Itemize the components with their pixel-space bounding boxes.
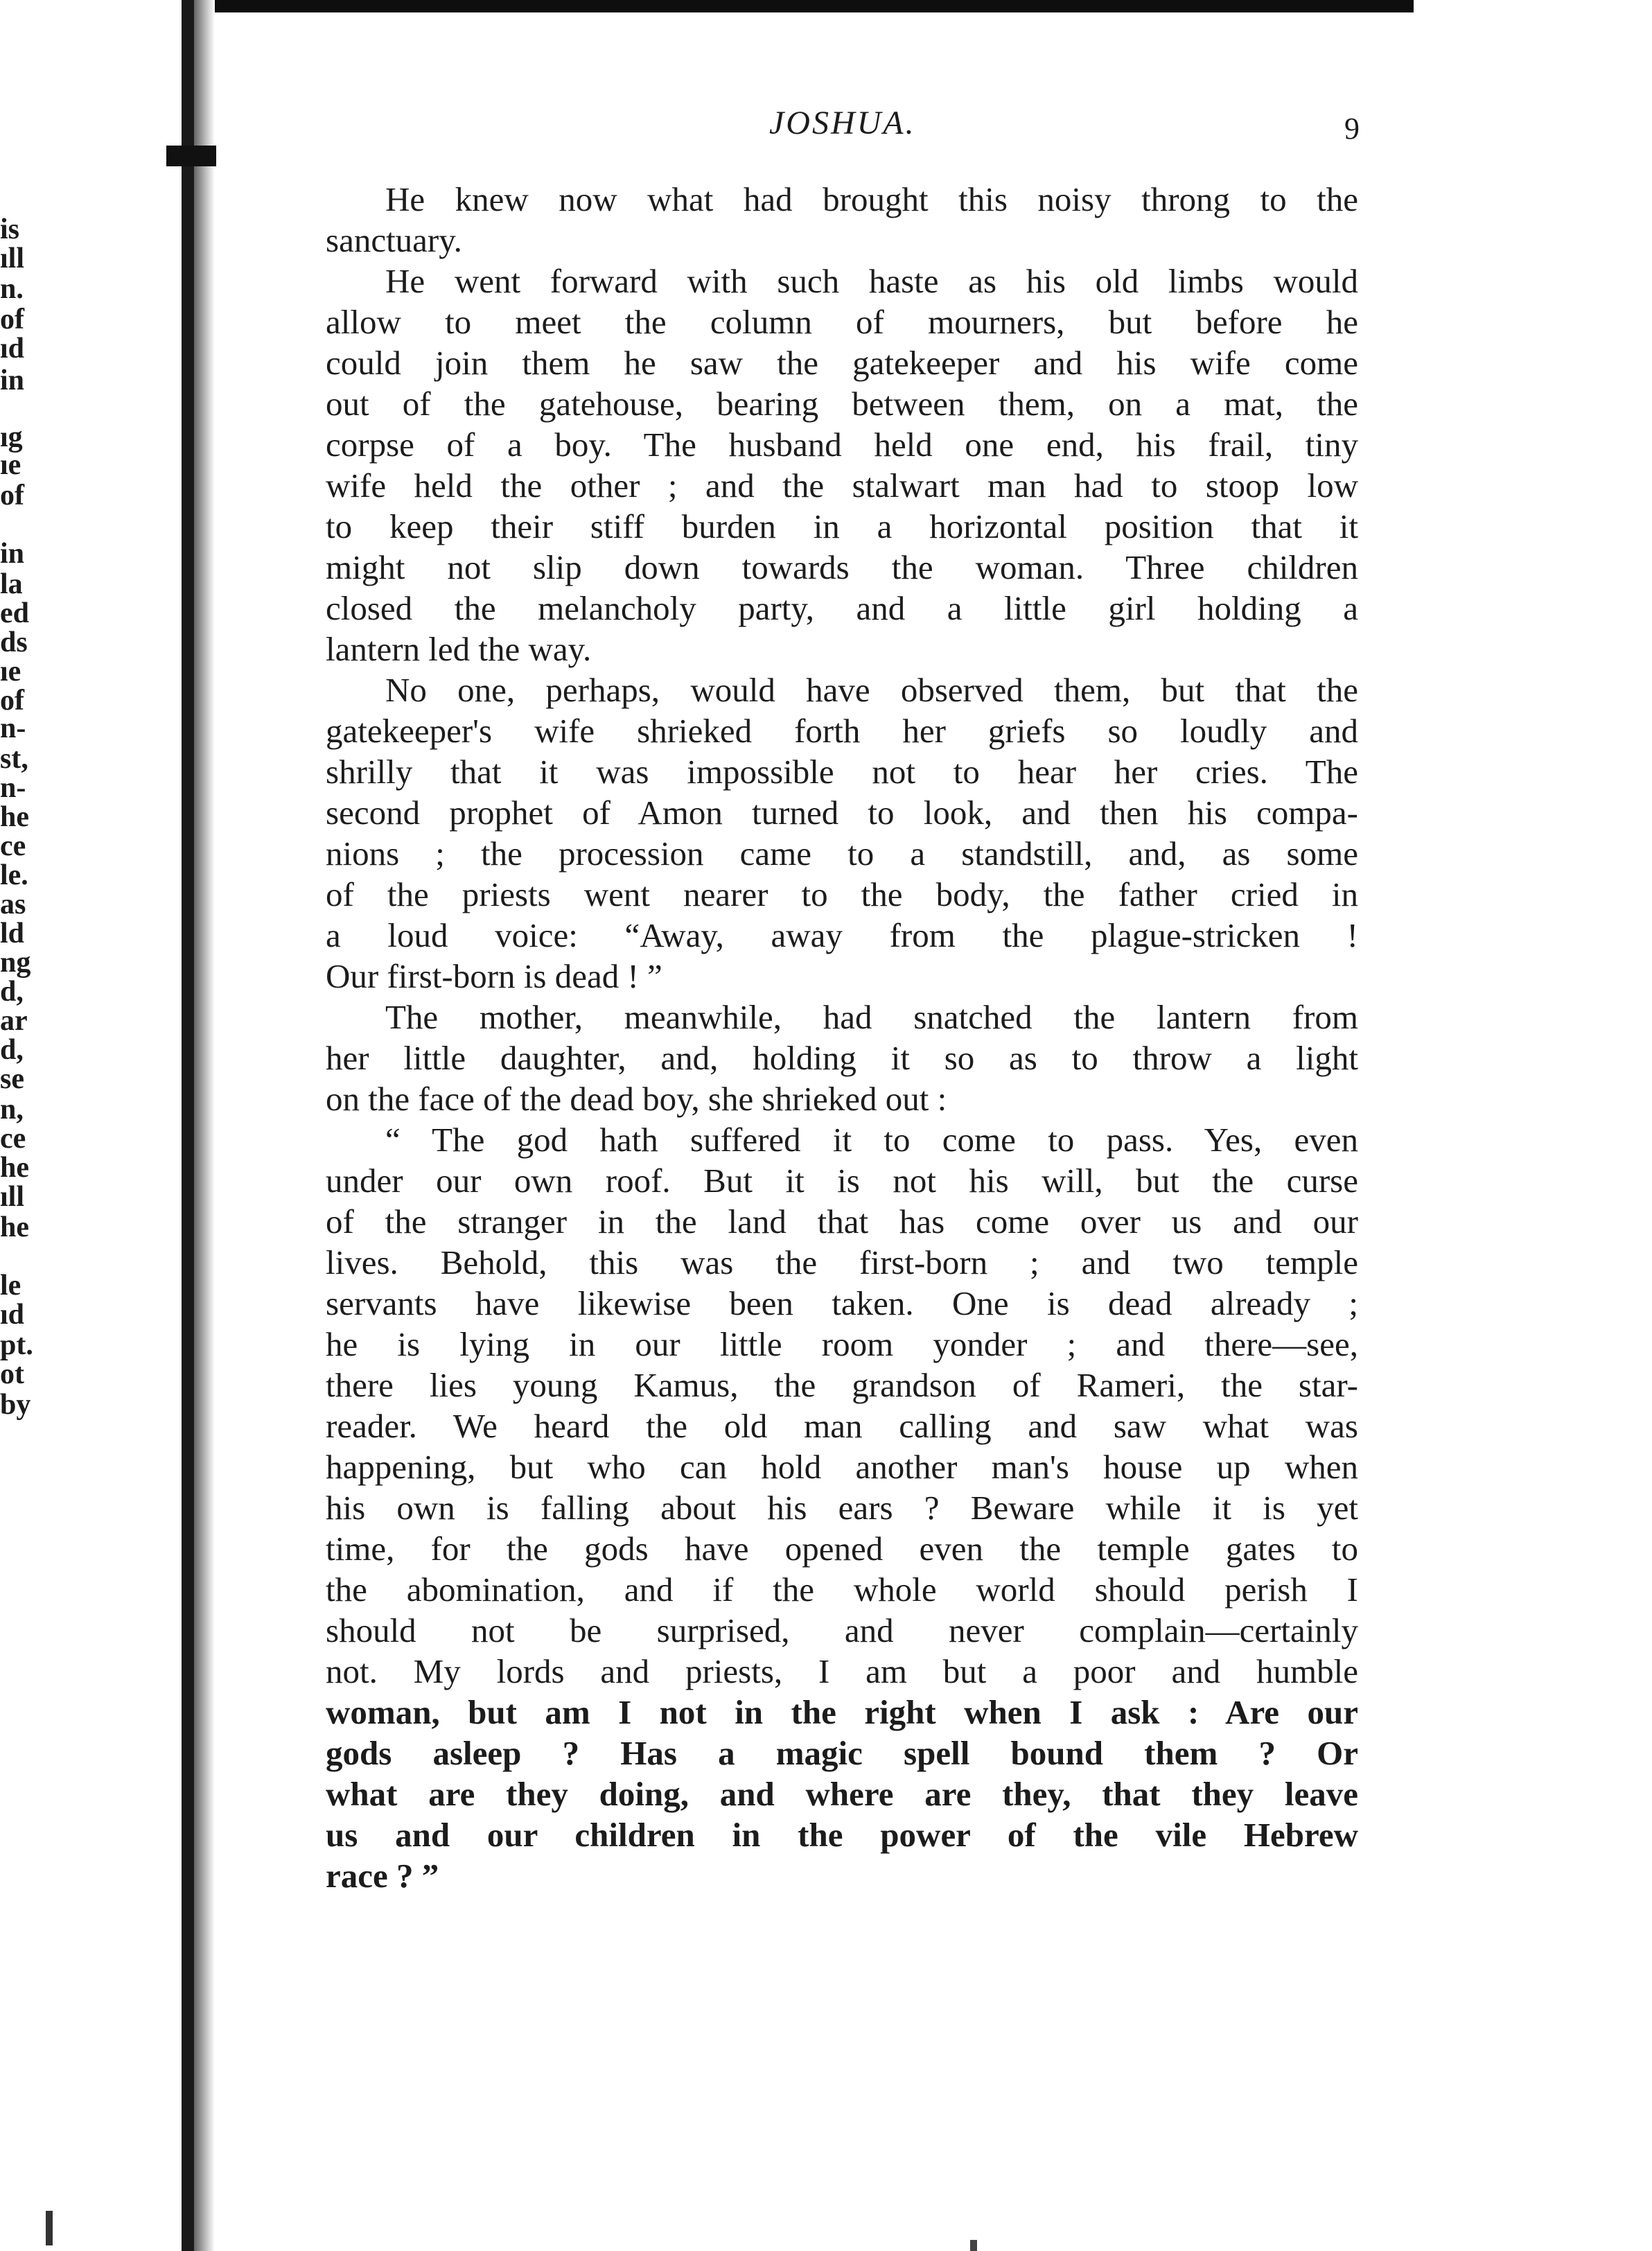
text-line: lantern led the way. xyxy=(326,630,592,668)
text-line: “ The god hath suffered it to come to pass. Yes, even xyxy=(385,1121,1358,1159)
scan-artifact xyxy=(46,2211,53,2245)
text-line: race ? ” xyxy=(326,1857,439,1895)
fragment-line: by xyxy=(0,1389,31,1421)
page-number: 9 xyxy=(1344,112,1360,146)
fragment-line: le xyxy=(0,1270,21,1302)
body-text xyxy=(326,179,1358,1896)
text-line: reader. We heard the old man calling and saw what was xyxy=(326,1407,1358,1445)
text-line: to keep their stiff burden in a horizontal position that it xyxy=(326,507,1358,545)
text-line: should not be surprised, and never complain—certainly xyxy=(326,1611,1358,1649)
fragment-line: ce xyxy=(0,1123,26,1155)
binding-mark xyxy=(166,146,216,166)
top-edge-shadow xyxy=(194,0,1414,12)
fragment-line: of xyxy=(0,685,24,717)
fragment-line: n- xyxy=(0,772,26,804)
fragment-line: n, xyxy=(0,1094,24,1126)
text-line: could join them he saw the gatekeeper and his wife come xyxy=(326,344,1358,382)
fragment-line: as xyxy=(0,888,26,920)
text-line: of the priests went nearer to the body, the father cried in xyxy=(326,875,1358,913)
text-line: nions ; the procession came to a standstill, and, as some xyxy=(326,834,1358,873)
text-line: his own is falling about his ears ? Beware while it is yet xyxy=(326,1489,1358,1527)
text-line: might not slip down towards the woman. Three children xyxy=(326,548,1358,586)
fragment-line: ıe xyxy=(0,449,21,481)
running-head: JOSHUA. xyxy=(769,105,916,141)
text-line: a loud voice: “Away, away from the plague-stricken ! xyxy=(326,916,1358,954)
paragraph xyxy=(326,997,1358,1119)
text-line: sanctuary. xyxy=(326,221,462,259)
fragment-line: le. xyxy=(0,859,28,891)
fragment-line: n- xyxy=(0,712,26,744)
fragment-line: in xyxy=(0,538,25,570)
text-line: lives. Behold, this was the first-born ; and two temple xyxy=(326,1243,1358,1281)
text-line: of the stranger in the land that has come over us and our xyxy=(326,1202,1358,1241)
fragment-line: ot xyxy=(0,1358,24,1390)
text-line: on the face of the dead boy, she shrieked out : xyxy=(326,1080,947,1118)
text-line: second prophet of Amon turned to look, and then his compa- xyxy=(326,794,1358,832)
fragment-line: of xyxy=(0,480,24,511)
fragment-line: ce xyxy=(0,830,26,862)
fragment-line: ld xyxy=(0,918,25,949)
text-line: gatekeeper's wife shrieked forth her griefs so loudly and xyxy=(326,712,1358,750)
text-line: what are they doing, and where are they, that they leave xyxy=(326,1775,1358,1813)
text-line: He knew now what had brought this noisy throng to the xyxy=(385,180,1358,218)
fragment-line: ar xyxy=(0,1005,28,1037)
fragment-line: pt. xyxy=(0,1329,33,1361)
fragment-line: ıll xyxy=(0,243,25,274)
text-line: He went forward with such haste as his old limbs would xyxy=(385,262,1358,300)
text-line: under our own roof. But it is not his will, but the curse xyxy=(326,1162,1358,1200)
fragment-line: d, xyxy=(0,976,24,1008)
fragment-line: he xyxy=(0,801,29,833)
fragment-line: ıd xyxy=(0,1299,25,1331)
text-line: out of the gatehouse, bearing between them, on a mat, the xyxy=(326,385,1358,423)
text-line: time, for the gods have opened even the temple gates to xyxy=(326,1530,1358,1568)
spine-gutter xyxy=(182,0,194,2251)
text-line: there lies young Kamus, the grandson of Rameri, the star- xyxy=(326,1366,1358,1404)
text-line: the abomination, and if the whole world should perish I xyxy=(326,1570,1358,1609)
paragraph xyxy=(326,261,1358,669)
fragment-line: ıd xyxy=(0,333,25,365)
text-line: us and our children in the power of the vile Hebrew xyxy=(326,1816,1358,1854)
fragment-line: ng xyxy=(0,947,31,979)
fragment-line: ds xyxy=(0,627,28,658)
text-line: allow to meet the column of mourners, but before he xyxy=(326,303,1358,341)
fragment-line: st, xyxy=(0,743,28,775)
text-line: wife held the other ; and the stalwart man had to stoop low xyxy=(326,466,1358,505)
text-line: No one, perhaps, would have observed them, but that the xyxy=(385,671,1358,709)
fragment-line: se xyxy=(0,1063,24,1095)
text-line: gods asleep ? Has a magic spell bound them ? Or xyxy=(326,1734,1358,1772)
text-line: not. My lords and priests, I am but a poor and humble xyxy=(326,1652,1358,1690)
fragment-line: n. xyxy=(0,273,24,305)
scan-artifact xyxy=(970,2240,977,2251)
text-line: closed the melancholy party, and a little girl holding a xyxy=(326,589,1358,627)
fragment-line: he xyxy=(0,1211,29,1243)
paragraph xyxy=(326,669,1358,997)
text-line: shrilly that it was impossible not to hear her cries. The xyxy=(326,753,1358,791)
fragment-line: la xyxy=(0,568,23,600)
text-line: her little daughter, and, holding it so as to throw a light xyxy=(326,1039,1358,1077)
fragment-line: ıe xyxy=(0,656,21,687)
fragment-line: in xyxy=(0,365,25,396)
fragment-line: is xyxy=(0,213,20,245)
text-line: happening, but who can hold another man's house up when xyxy=(326,1448,1358,1486)
text-line: Our first-born is dead ! ” xyxy=(326,957,662,995)
fragment-line: ıg xyxy=(0,421,23,453)
text-line: servants have likewise been taken. One is dead already ; xyxy=(326,1284,1358,1322)
text-line: woman, but am I not in the right when I ask : Are our xyxy=(326,1693,1358,1731)
fragment-line: he xyxy=(0,1152,29,1184)
paragraph xyxy=(326,1119,1358,1896)
text-line: The mother, meanwhile, had snatched the lantern from xyxy=(385,998,1358,1036)
fragment-line: d, xyxy=(0,1034,24,1066)
fragment-line: ed xyxy=(0,597,29,629)
fragment-line: of xyxy=(0,304,24,335)
paragraph xyxy=(326,179,1358,261)
text-line: he is lying in our little room yonder ; and there—see, xyxy=(326,1325,1358,1363)
text-line: corpse of a boy. The husband held one end, his frail, tiny xyxy=(326,426,1358,464)
fragment-line: ıll xyxy=(0,1181,25,1213)
